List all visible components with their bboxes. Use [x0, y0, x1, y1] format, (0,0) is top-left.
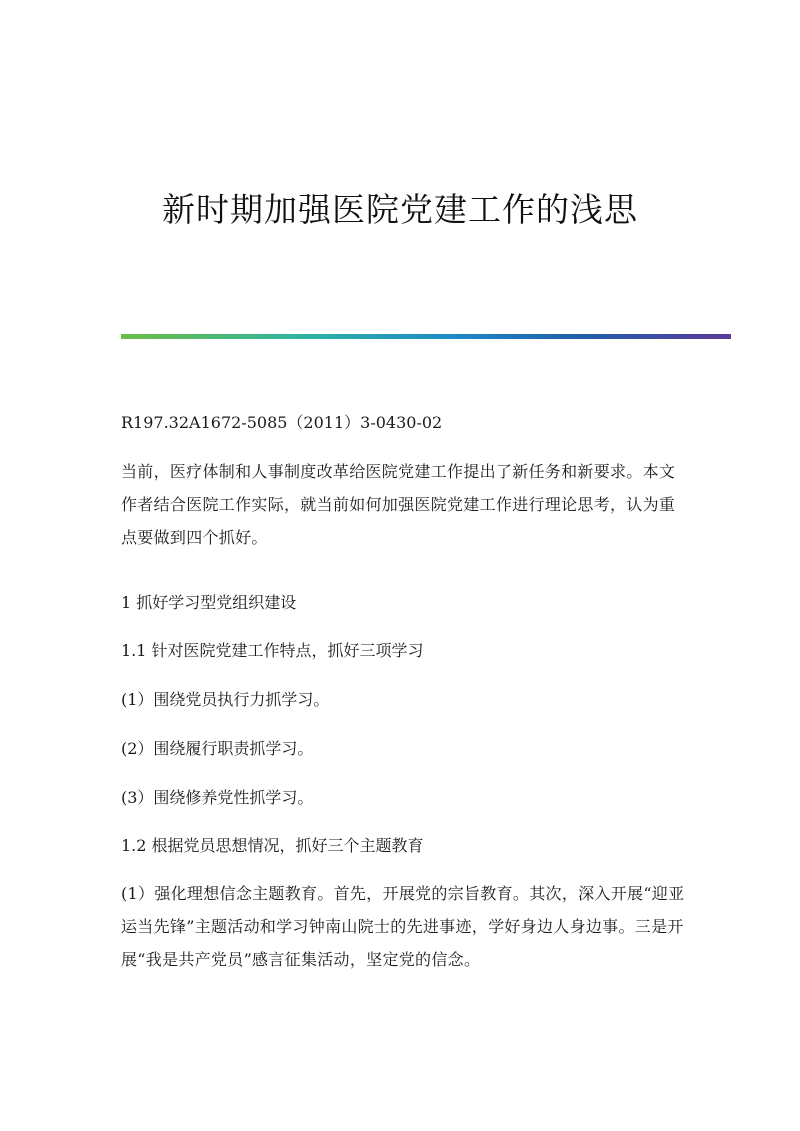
classification-code: R197.32A1672-5085（2011）3-0430-02 [121, 413, 443, 432]
document-title: 新时期加强医院党建工作的浅思 [162, 190, 638, 229]
intro-paragraph: 当前，医疗体制和人事制度改革给医院党建工作提出了新任务和新要求。本文作者结合医院工作实际，就当前如何加强医院党建工作进行理论思考，认为重点要做到四个抓好。 [121, 462, 676, 547]
section-1-heading: 1 抓好学习型党组织建设 [121, 593, 297, 612]
list-item-1-2-1: (1）强化理想信念主题教育。首先，开展党的宗旨教育。其次，深入开展“迎亚运当先锋”主题活动和学习钟南山院士的先进事迹，学好身边人身边事。三是开展“我是共产党员”感言征集活动，坚定党的信念。 [121, 884, 685, 969]
list-item-1-1-1: (1）围绕党员执行力抓学习。 [121, 690, 330, 709]
section-1-2-heading: 1.2 根据党员思想情况，抓好三个主题教育 [121, 836, 424, 855]
title-divider [121, 334, 731, 339]
section-1-1-heading: 1.1 针对医院党建工作特点，抓好三项学习 [121, 641, 424, 660]
list-item-1-1-2: (2）围绕履行职责抓学习。 [121, 739, 314, 758]
list-item-1-1-3: (3）围绕修养党性抓学习。 [121, 788, 314, 807]
